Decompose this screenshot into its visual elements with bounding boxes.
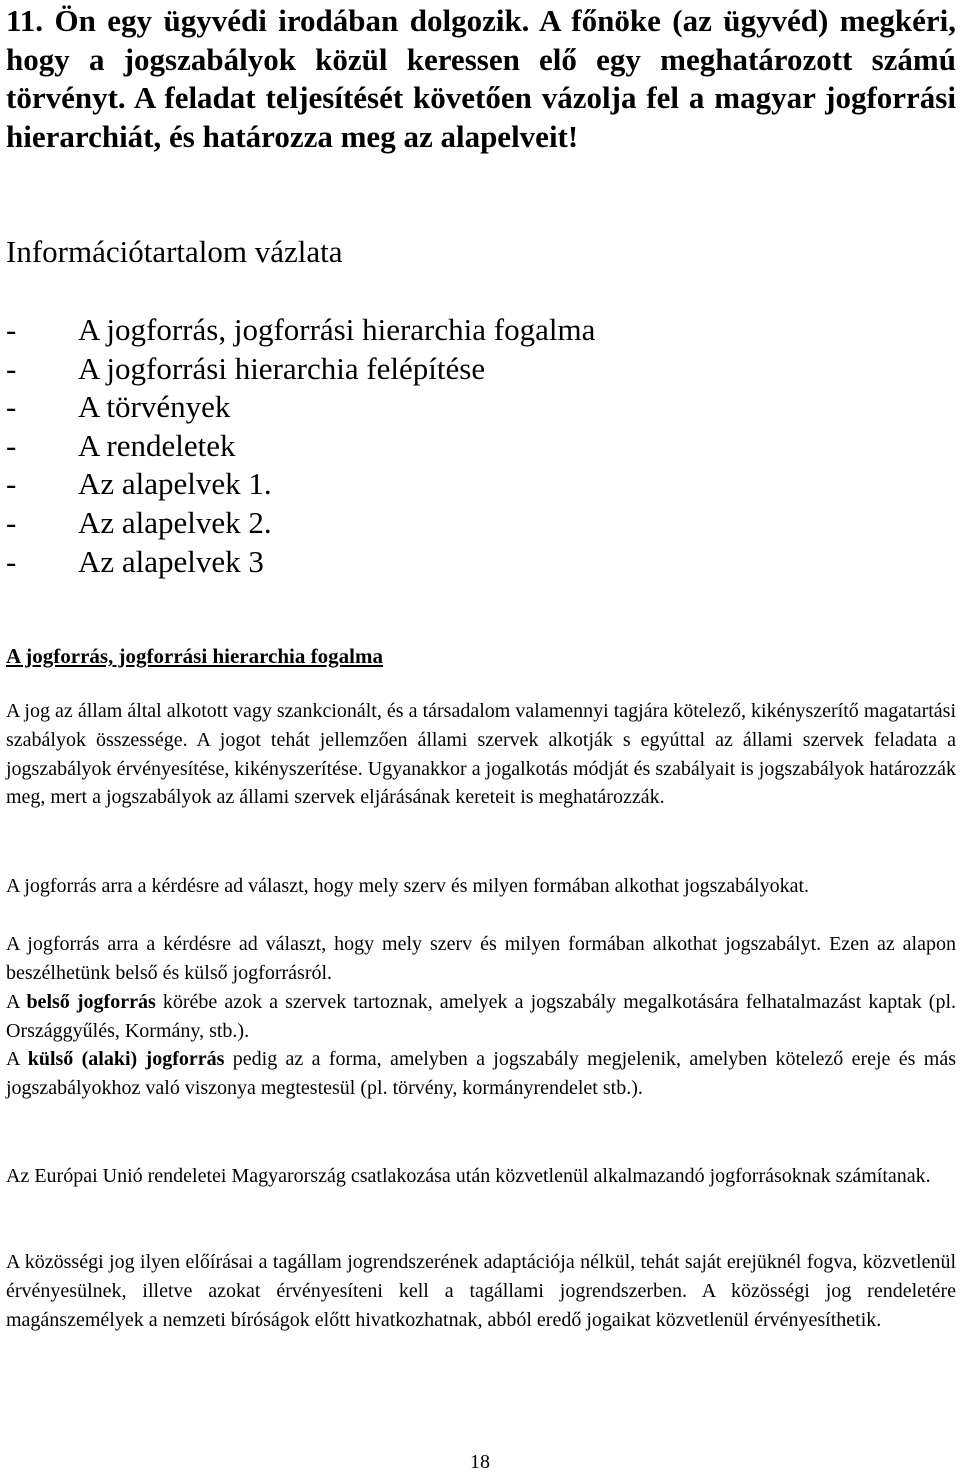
page-number: 18: [470, 1451, 490, 1473]
outline-item: [6, 465, 595, 504]
outline-item: [6, 427, 595, 466]
outline-title: Információtartalom vázlata: [6, 234, 343, 269]
bold-term: külső (alaki) jogforrás: [27, 1048, 225, 1070]
outline-item-text: Az alapelvek 1.: [78, 466, 272, 502]
text-run: A: [6, 991, 27, 1013]
list-dash: -: [6, 312, 17, 347]
list-dash: -: [6, 504, 17, 540]
outline-item-text: A törvények: [78, 389, 231, 425]
paragraph-kulso-jogforras: [6, 1045, 956, 1103]
list-dash: -: [6, 350, 17, 386]
task-title: 11. Ön egy ügyvédi irodában dolgozik. A főnöke (az ügyvéd) megkéri, hogy a jogszabályok közül keressen elő egy meghatározott számú törvényt. A feladat teljesítését követően vázolja fel a magyar jogforrási hierarchiát, és határozza meg az alapelveit!: [6, 3, 956, 154]
paragraph-definition: A jog az állam által alkotott vagy szankcionált, és a társadalom valamennyi tagjára kötelező, kikényszerítő magatartási szabályok összessége. A jogot tehát jellemzően állami szervek alkotják s egyúttal az állami szervek feladata a jogszabályok érvényesítése, kikényszerítése. Ugyanakkor a jogalkotás módját és szabályait is jogszabályok határozzák meg, mert a jogszabályok az állami szervek eljárásának kereteit is meghatározzák.: [6, 700, 956, 809]
section-heading: A jogforrás, jogforrási hierarchia fogalma: [6, 644, 383, 668]
bold-term: belső jogforrás: [26, 991, 156, 1013]
outline-item: [6, 543, 595, 582]
outline-item-text: A rendeletek: [78, 427, 236, 463]
outline-list: [6, 311, 595, 581]
text-run: pedig az a forma, amelyben a jogszabály megjelenik, amelyben kötelező ereje és más jogszabályokhoz való viszonya megtestesül (pl. törvény, kormányrendelet stb.).: [6, 1048, 957, 1099]
paragraph-belso-jogforras: [6, 988, 956, 1046]
outline-item: [6, 388, 595, 427]
outline-item-text: A jogforrás, jogforrási hierarchia fogalma: [78, 312, 596, 347]
outline-item: [6, 350, 595, 389]
outline-item-text: Az alapelvek 2.: [78, 504, 272, 540]
paragraph-eu-rendeletek: Az Európai Unió rendeletei Magyarország csatlakozása után közvetlenül alkalmazandó jogforrásoknak számítanak.: [6, 1165, 931, 1187]
outline-item: [6, 311, 595, 350]
list-dash: -: [6, 427, 17, 463]
paragraph-jogforras-2: A jogforrás arra a kérdésre ad választ, hogy mely szerv és milyen formában alkothat jogszabályt. Ezen az alapon beszélhetünk belső és külső jogforrásról.: [6, 933, 956, 984]
list-dash: -: [6, 389, 17, 425]
paragraph-jogforras-1: A jogforrás arra a kérdésre ad választ, hogy mely szerv és milyen formában alkothat jogszabályokat.: [6, 875, 810, 897]
text-run: körébe azok a szervek tartoznak, amelyek a jogszabály megalkotására felhatalmazást kaptak (pl. Országgyűlés, Kormány, stb.).: [6, 991, 957, 1042]
list-dash: -: [6, 543, 17, 579]
text-run: A: [6, 1048, 28, 1070]
outline-item-text: A jogforrási hierarchia felépítése: [78, 350, 486, 386]
outline-item-text: Az alapelvek 3: [78, 543, 264, 579]
paragraph-kozossegi-jog: A közösségi jog ilyen előírásai a tagállam jogrendszerének adaptációja nélkül, tehát saját erejüknél fogva, közvetlenül érvényesülnek, illetve azokat érvényesíteni kell a tagállami jogrendszerben. A közösségi jog rendeletére magánszemélyek a nemzeti bíróságok előtt hivatkozhatnak, abból eredő jogaikat közvetlenül érvényesíthetik.: [6, 1251, 956, 1331]
list-dash: -: [6, 466, 17, 502]
outline-item: [6, 504, 595, 543]
